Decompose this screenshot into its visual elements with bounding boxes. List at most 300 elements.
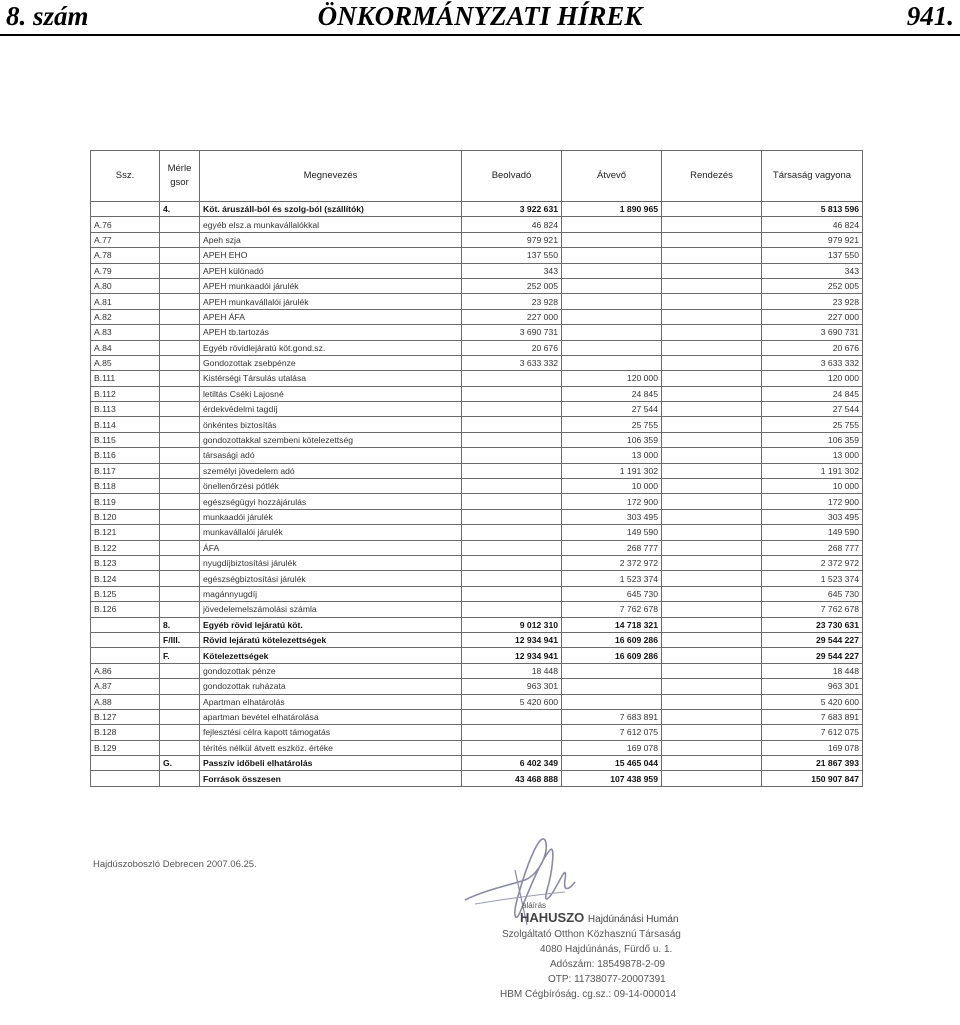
- cell-tarsasag-vagyona: 227 000: [762, 309, 863, 324]
- cell-tarsasag-vagyona: 10 000: [762, 479, 863, 494]
- cell-atvevo: [562, 263, 662, 278]
- cell-rendezes: [662, 494, 762, 509]
- cell-beolvado: 12 934 941: [462, 648, 562, 663]
- cell-atvevo: 7 683 891: [562, 709, 662, 724]
- cell-atvevo: 1 191 302: [562, 463, 662, 478]
- table-row: [91, 694, 863, 709]
- cell-ssz: A.86: [91, 663, 160, 678]
- page-header: [0, 0, 960, 36]
- cell-merleg-sor: [160, 386, 200, 401]
- cell-beolvado: [462, 386, 562, 401]
- cell-atvevo: 1 890 965: [562, 202, 662, 217]
- stamp-company-abbrev: HAHUSZO: [520, 910, 585, 925]
- cell-beolvado: 46 824: [462, 217, 562, 232]
- table-row: [91, 371, 863, 386]
- cell-ssz: B.126: [91, 602, 160, 617]
- cell-megnevezes: munkavállalói járulék: [200, 525, 462, 540]
- stamp-company-type: Szolgáltató Otthon Közhasznú Társaság: [502, 929, 681, 940]
- table-row: [91, 232, 863, 247]
- cell-megnevezes: Kistérségi Társulás utalása: [200, 371, 462, 386]
- cell-beolvado: 5 420 600: [462, 694, 562, 709]
- cell-tarsasag-vagyona: 268 777: [762, 540, 863, 555]
- cell-tarsasag-vagyona: 29 544 227: [762, 632, 863, 647]
- cell-merleg-sor: [160, 217, 200, 232]
- cell-beolvado: 3 690 731: [462, 325, 562, 340]
- publication-title: ÖNKORMÁNYZATI HÍREK: [317, 1, 643, 31]
- cell-atvevo: [562, 694, 662, 709]
- cell-merleg-sor: [160, 278, 200, 293]
- cell-rendezes: [662, 232, 762, 247]
- cell-ssz: [91, 632, 160, 647]
- cell-megnevezes: ÁFA: [200, 540, 462, 555]
- cell-beolvado: 6 402 349: [462, 756, 562, 771]
- cell-rendezes: [662, 432, 762, 447]
- cell-merleg-sor: [160, 294, 200, 309]
- stamp-company-name: [520, 910, 800, 927]
- cell-ssz: A.78: [91, 248, 160, 263]
- cell-beolvado: [462, 740, 562, 755]
- cell-merleg-sor: 4.: [160, 202, 200, 217]
- cell-tarsasag-vagyona: 343: [762, 263, 863, 278]
- cell-tarsasag-vagyona: 1 191 302: [762, 463, 863, 478]
- table-body: [91, 202, 863, 787]
- stamp-court-registration: HBM Cégbíróság. cg.sz.: 09-14-000014: [500, 989, 677, 1000]
- cell-beolvado: 3 633 332: [462, 355, 562, 370]
- cell-megnevezes: érdekvédelmi tagdíj: [200, 402, 462, 417]
- cell-rendezes: [662, 355, 762, 370]
- table-row: [91, 402, 863, 417]
- table-row: [91, 309, 863, 324]
- table-row: [91, 725, 863, 740]
- cell-beolvado: [462, 448, 562, 463]
- cell-beolvado: [462, 725, 562, 740]
- table-row: [91, 355, 863, 370]
- cell-ssz: A.76: [91, 217, 160, 232]
- cell-merleg-sor: [160, 494, 200, 509]
- cell-merleg-sor: [160, 709, 200, 724]
- table-row: [91, 648, 863, 663]
- cell-atvevo: [562, 355, 662, 370]
- issue-number: 8. szám: [6, 1, 89, 31]
- cell-merleg-sor: [160, 463, 200, 478]
- cell-tarsasag-vagyona: 23 928: [762, 294, 863, 309]
- cell-tarsasag-vagyona: 24 845: [762, 386, 863, 401]
- company-stamp: [500, 902, 800, 1002]
- table-row: [91, 709, 863, 724]
- cell-megnevezes: Köt. áruszáll-ból és szolg-ból (szállítók): [200, 202, 462, 217]
- cell-merleg-sor: [160, 540, 200, 555]
- cell-atvevo: 172 900: [562, 494, 662, 509]
- cell-rendezes: [662, 217, 762, 232]
- cell-rendezes: [662, 386, 762, 401]
- cell-tarsasag-vagyona: 169 078: [762, 740, 863, 755]
- cell-rendezes: [662, 540, 762, 555]
- cell-beolvado: [462, 571, 562, 586]
- cell-rendezes: [662, 371, 762, 386]
- cell-merleg-sor: [160, 694, 200, 709]
- cell-rendezes: [662, 294, 762, 309]
- cell-merleg-sor: [160, 432, 200, 447]
- cell-atvevo: [562, 217, 662, 232]
- table-row: [91, 432, 863, 447]
- table-row: [91, 263, 863, 278]
- cell-tarsasag-vagyona: 1 523 374: [762, 571, 863, 586]
- cell-atvevo: 27 544: [562, 402, 662, 417]
- cell-merleg-sor: [160, 663, 200, 678]
- cell-ssz: [91, 756, 160, 771]
- table-row: [91, 540, 863, 555]
- cell-beolvado: [462, 417, 562, 432]
- scanned-balance-sheet: [90, 150, 862, 787]
- cell-megnevezes: gondozottakkal szembeni kötelezettség: [200, 432, 462, 447]
- cell-beolvado: 963 301: [462, 679, 562, 694]
- cell-tarsasag-vagyona: 120 000: [762, 371, 863, 386]
- cell-megnevezes: fejlesztési célra kapott támogatás: [200, 725, 462, 740]
- cell-atvevo: 16 609 286: [562, 648, 662, 663]
- cell-beolvado: [462, 494, 562, 509]
- cell-atvevo: [562, 309, 662, 324]
- cell-megnevezes: Apeh szja: [200, 232, 462, 247]
- cell-ssz: A.87: [91, 679, 160, 694]
- header-ssz: Ssz.: [91, 151, 160, 202]
- cell-rendezes: [662, 248, 762, 263]
- cell-atvevo: 1 523 374: [562, 571, 662, 586]
- cell-ssz: B.116: [91, 448, 160, 463]
- cell-tarsasag-vagyona: 23 730 631: [762, 617, 863, 632]
- cell-beolvado: [462, 463, 562, 478]
- cell-tarsasag-vagyona: 979 921: [762, 232, 863, 247]
- table-row: [91, 771, 863, 786]
- cell-rendezes: [662, 340, 762, 355]
- cell-ssz: B.127: [91, 709, 160, 724]
- cell-atvevo: [562, 679, 662, 694]
- cell-tarsasag-vagyona: 150 907 847: [762, 771, 863, 786]
- cell-tarsasag-vagyona: 21 867 393: [762, 756, 863, 771]
- cell-tarsasag-vagyona: 645 730: [762, 586, 863, 601]
- cell-atvevo: [562, 340, 662, 355]
- cell-rendezes: [662, 571, 762, 586]
- cell-megnevezes: gondozottak pénze: [200, 663, 462, 678]
- cell-rendezes: [662, 709, 762, 724]
- cell-ssz: A.85: [91, 355, 160, 370]
- cell-tarsasag-vagyona: 303 495: [762, 509, 863, 524]
- cell-tarsasag-vagyona: 7 762 678: [762, 602, 863, 617]
- cell-megnevezes: APEH ÁFA: [200, 309, 462, 324]
- cell-ssz: B.120: [91, 509, 160, 524]
- table-row: [91, 571, 863, 586]
- cell-merleg-sor: [160, 355, 200, 370]
- cell-rendezes: [662, 509, 762, 524]
- cell-rendezes: [662, 648, 762, 663]
- table-row: [91, 740, 863, 755]
- cell-beolvado: [462, 555, 562, 570]
- cell-ssz: A.80: [91, 278, 160, 293]
- cell-rendezes: [662, 632, 762, 647]
- cell-merleg-sor: [160, 371, 200, 386]
- table-row: [91, 679, 863, 694]
- cell-tarsasag-vagyona: 2 372 972: [762, 555, 863, 570]
- cell-beolvado: 23 928: [462, 294, 562, 309]
- cell-rendezes: [662, 663, 762, 678]
- cell-beolvado: [462, 371, 562, 386]
- cell-beolvado: [462, 509, 562, 524]
- table-row: [91, 217, 863, 232]
- header-beolvado: Beolvadó: [462, 151, 562, 202]
- cell-ssz: A.77: [91, 232, 160, 247]
- cell-beolvado: 137 550: [462, 248, 562, 263]
- cell-megnevezes: APEH EHO: [200, 248, 462, 263]
- cell-tarsasag-vagyona: 7 683 891: [762, 709, 863, 724]
- cell-merleg-sor: F.: [160, 648, 200, 663]
- cell-merleg-sor: [160, 448, 200, 463]
- cell-tarsasag-vagyona: 963 301: [762, 679, 863, 694]
- cell-tarsasag-vagyona: 3 633 332: [762, 355, 863, 370]
- cell-tarsasag-vagyona: 137 550: [762, 248, 863, 263]
- cell-ssz: [91, 202, 160, 217]
- cell-beolvado: 227 000: [462, 309, 562, 324]
- cell-merleg-sor: F/III.: [160, 632, 200, 647]
- cell-rendezes: [662, 202, 762, 217]
- table-row: [91, 617, 863, 632]
- cell-merleg-sor: [160, 740, 200, 755]
- cell-ssz: A.81: [91, 294, 160, 309]
- cell-atvevo: 15 465 044: [562, 756, 662, 771]
- cell-merleg-sor: [160, 509, 200, 524]
- cell-rendezes: [662, 771, 762, 786]
- cell-atvevo: [562, 663, 662, 678]
- cell-ssz: [91, 771, 160, 786]
- cell-megnevezes: Rövid lejáratú kötelezettségek: [200, 632, 462, 647]
- cell-tarsasag-vagyona: 18 448: [762, 663, 863, 678]
- cell-ssz: B.128: [91, 725, 160, 740]
- cell-ssz: B.117: [91, 463, 160, 478]
- cell-beolvado: [462, 540, 562, 555]
- cell-tarsasag-vagyona: 3 690 731: [762, 325, 863, 340]
- cell-atvevo: 120 000: [562, 371, 662, 386]
- cell-tarsasag-vagyona: 20 676: [762, 340, 863, 355]
- cell-rendezes: [662, 309, 762, 324]
- cell-megnevezes: gondozottak ruházata: [200, 679, 462, 694]
- cell-atvevo: [562, 248, 662, 263]
- cell-megnevezes: Egyéb rövidlejáratú köt.gond.sz.: [200, 340, 462, 355]
- cell-tarsasag-vagyona: 5 813 596: [762, 202, 863, 217]
- date-place: Hajdúszoboszló Debrecen 2007.06.25.: [93, 859, 257, 870]
- cell-tarsasag-vagyona: 252 005: [762, 278, 863, 293]
- cell-megnevezes: egészségbiztosítási járulék: [200, 571, 462, 586]
- cell-megnevezes: Források összesen: [200, 771, 462, 786]
- cell-rendezes: [662, 325, 762, 340]
- cell-atvevo: 303 495: [562, 509, 662, 524]
- cell-beolvado: [462, 709, 562, 724]
- cell-megnevezes: önellenőrzési pótlék: [200, 479, 462, 494]
- table-row: [91, 248, 863, 263]
- table-row: [91, 294, 863, 309]
- header-merleg-sor: Mérle gsor: [160, 151, 200, 202]
- cell-merleg-sor: [160, 555, 200, 570]
- cell-beolvado: 43 468 888: [462, 771, 562, 786]
- cell-tarsasag-vagyona: 13 000: [762, 448, 863, 463]
- header-atvevo: Átvevő: [562, 151, 662, 202]
- stamp-bank-account: OTP: 11738077-20007391: [548, 974, 666, 985]
- cell-atvevo: [562, 294, 662, 309]
- cell-beolvado: [462, 479, 562, 494]
- cell-ssz: A.79: [91, 263, 160, 278]
- cell-merleg-sor: [160, 525, 200, 540]
- cell-atvevo: 16 609 286: [562, 632, 662, 647]
- cell-megnevezes: személyi jövedelem adó: [200, 463, 462, 478]
- cell-merleg-sor: [160, 309, 200, 324]
- cell-ssz: B.118: [91, 479, 160, 494]
- cell-beolvado: 3 922 631: [462, 202, 562, 217]
- cell-merleg-sor: [160, 586, 200, 601]
- cell-rendezes: [662, 725, 762, 740]
- cell-megnevezes: egyéb elsz.a munkavállalókkal: [200, 217, 462, 232]
- cell-atvevo: 106 359: [562, 432, 662, 447]
- cell-ssz: B.124: [91, 571, 160, 586]
- header-tarsasag-vagyona: Társaság vagyona: [762, 151, 863, 202]
- cell-merleg-sor: [160, 325, 200, 340]
- cell-beolvado: [462, 402, 562, 417]
- stamp-tax-number: Adószám: 18549878-2-09: [550, 959, 666, 970]
- cell-tarsasag-vagyona: 106 359: [762, 432, 863, 447]
- table-row: [91, 586, 863, 601]
- cell-atvevo: [562, 232, 662, 247]
- cell-tarsasag-vagyona: 25 755: [762, 417, 863, 432]
- cell-atvevo: 14 718 321: [562, 617, 662, 632]
- cell-merleg-sor: [160, 263, 200, 278]
- cell-rendezes: [662, 525, 762, 540]
- table-row: [91, 417, 863, 432]
- cell-megnevezes: APEH tb.tartozás: [200, 325, 462, 340]
- cell-tarsasag-vagyona: 5 420 600: [762, 694, 863, 709]
- cell-atvevo: 10 000: [562, 479, 662, 494]
- cell-megnevezes: apartman bevétel elhatárolása: [200, 709, 462, 724]
- cell-ssz: [91, 648, 160, 663]
- cell-beolvado: 252 005: [462, 278, 562, 293]
- cell-ssz: B.115: [91, 432, 160, 447]
- cell-merleg-sor: [160, 679, 200, 694]
- table-row: [91, 494, 863, 509]
- cell-beolvado: 9 012 310: [462, 617, 562, 632]
- cell-megnevezes: magánnyugdíj: [200, 586, 462, 601]
- cell-rendezes: [662, 402, 762, 417]
- cell-merleg-sor: [160, 340, 200, 355]
- cell-megnevezes: APEH munkavállalói járulék: [200, 294, 462, 309]
- cell-megnevezes: APEH munkaadói járulék: [200, 278, 462, 293]
- cell-rendezes: [662, 555, 762, 570]
- cell-atvevo: 24 845: [562, 386, 662, 401]
- cell-beolvado: [462, 602, 562, 617]
- cell-merleg-sor: [160, 479, 200, 494]
- cell-megnevezes: Gondozottak zsebpénze: [200, 355, 462, 370]
- cell-atvevo: [562, 325, 662, 340]
- cell-ssz: B.114: [91, 417, 160, 432]
- table-row: [91, 448, 863, 463]
- cell-rendezes: [662, 586, 762, 601]
- table-row: [91, 509, 863, 524]
- cell-megnevezes: letiltás Cséki Lajosné: [200, 386, 462, 401]
- cell-rendezes: [662, 278, 762, 293]
- cell-atvevo: 25 755: [562, 417, 662, 432]
- cell-merleg-sor: [160, 771, 200, 786]
- cell-merleg-sor: [160, 417, 200, 432]
- table-row: [91, 555, 863, 570]
- cell-beolvado: 18 448: [462, 663, 562, 678]
- cell-rendezes: [662, 602, 762, 617]
- cell-ssz: A.82: [91, 309, 160, 324]
- cell-rendezes: [662, 756, 762, 771]
- header-megnevezes: Megnevezés: [200, 151, 462, 202]
- cell-megnevezes: APEH különadó: [200, 263, 462, 278]
- cell-merleg-sor: [160, 402, 200, 417]
- cell-merleg-sor: G.: [160, 756, 200, 771]
- cell-tarsasag-vagyona: 172 900: [762, 494, 863, 509]
- cell-tarsasag-vagyona: 149 590: [762, 525, 863, 540]
- cell-tarsasag-vagyona: 27 544: [762, 402, 863, 417]
- cell-rendezes: [662, 463, 762, 478]
- cell-merleg-sor: [160, 248, 200, 263]
- cell-rendezes: [662, 740, 762, 755]
- table-row: [91, 663, 863, 678]
- cell-beolvado: [462, 432, 562, 447]
- cell-megnevezes: térítés nélkül átvett eszköz. értéke: [200, 740, 462, 755]
- cell-rendezes: [662, 617, 762, 632]
- table-row: [91, 278, 863, 293]
- cell-ssz: B.112: [91, 386, 160, 401]
- cell-merleg-sor: [160, 602, 200, 617]
- cell-rendezes: [662, 448, 762, 463]
- cell-megnevezes: Apartman elhatárolás: [200, 694, 462, 709]
- cell-rendezes: [662, 263, 762, 278]
- cell-ssz: B.113: [91, 402, 160, 417]
- page-number: 941.: [906, 1, 954, 31]
- table-header-row: [91, 151, 863, 202]
- table-row: [91, 525, 863, 540]
- cell-atvevo: 149 590: [562, 525, 662, 540]
- table-row: [91, 602, 863, 617]
- cell-ssz: B.111: [91, 371, 160, 386]
- cell-beolvado: 12 934 941: [462, 632, 562, 647]
- cell-ssz: A.88: [91, 694, 160, 709]
- stamp-company-name-rest: Hajdúnánási Humán: [587, 914, 679, 925]
- table-row: [91, 340, 863, 355]
- cell-atvevo: 169 078: [562, 740, 662, 755]
- cell-beolvado: 343: [462, 263, 562, 278]
- cell-ssz: A.83: [91, 325, 160, 340]
- cell-megnevezes: Passzív időbeli elhatárolás: [200, 756, 462, 771]
- stamp-address: 4080 Hajdúnánás, Fürdő u. 1.: [540, 944, 673, 955]
- stamp-signature-label: aláírás: [522, 901, 547, 910]
- cell-megnevezes: nyugdíjbiztosítási járulék: [200, 555, 462, 570]
- cell-beolvado: [462, 525, 562, 540]
- cell-rendezes: [662, 694, 762, 709]
- cell-atvevo: 7 612 075: [562, 725, 662, 740]
- table-row: [91, 479, 863, 494]
- cell-tarsasag-vagyona: 46 824: [762, 217, 863, 232]
- cell-megnevezes: társasági adó: [200, 448, 462, 463]
- cell-tarsasag-vagyona: 7 612 075: [762, 725, 863, 740]
- table-row: [91, 632, 863, 647]
- cell-megnevezes: önkéntes biztosítás: [200, 417, 462, 432]
- cell-atvevo: 645 730: [562, 586, 662, 601]
- cell-atvevo: 268 777: [562, 540, 662, 555]
- cell-rendezes: [662, 679, 762, 694]
- cell-ssz: [91, 617, 160, 632]
- cell-ssz: B.123: [91, 555, 160, 570]
- table-row: [91, 325, 863, 340]
- cell-megnevezes: Egyéb rövid lejáratú köt.: [200, 617, 462, 632]
- table-row: [91, 756, 863, 771]
